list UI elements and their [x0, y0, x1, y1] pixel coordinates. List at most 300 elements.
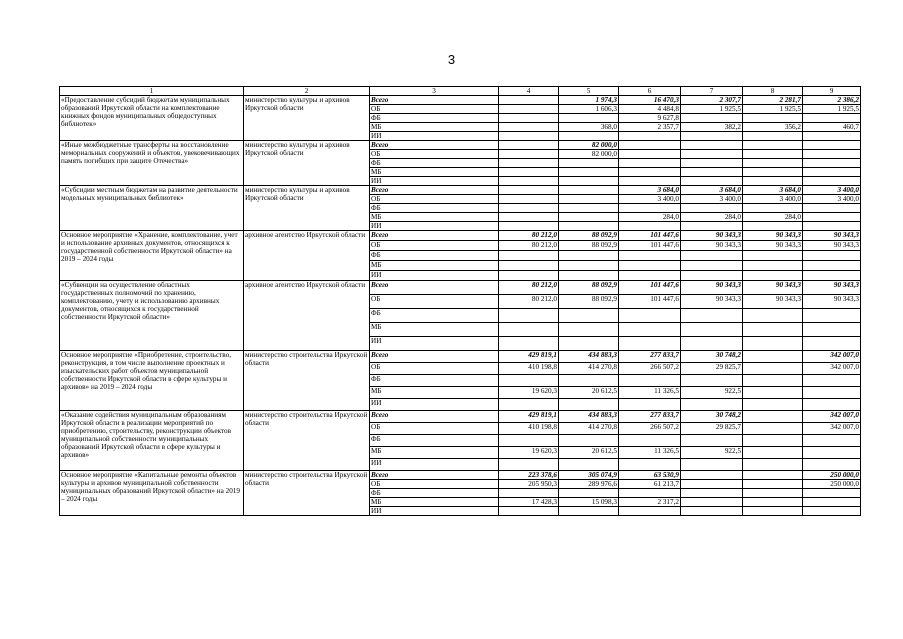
funding-source: Всего: [370, 96, 499, 105]
amount-cell: [559, 251, 619, 261]
amount-cell: [619, 204, 681, 213]
amount-cell: 61 213,7: [619, 480, 681, 489]
funding-source: ИИ: [370, 177, 499, 186]
header-cell: 6: [619, 87, 681, 96]
amount-cell: 410 198,8: [499, 363, 559, 375]
amount-cell: 90 343,3: [681, 295, 743, 309]
funding-source: ИИ: [370, 271, 499, 281]
amount-cell: 289 976,6: [559, 480, 619, 489]
amount-cell: 30 748,2: [681, 351, 743, 363]
amount-cell: [499, 337, 559, 351]
amount-cell: [499, 105, 559, 114]
amount-cell: [559, 459, 619, 471]
amount-cell: [559, 375, 619, 387]
executor: архивное агентство Иркутской области: [244, 231, 370, 281]
funding-source: Всего: [370, 281, 499, 295]
amount-cell: 2 307,7: [681, 96, 743, 105]
amount-cell: [743, 399, 803, 411]
amount-cell: [559, 261, 619, 271]
header-cell: 8: [743, 87, 803, 96]
amount-cell: 80 212,0: [499, 281, 559, 295]
table-row: [60, 281, 861, 295]
amount-cell: 434 883,3: [559, 351, 619, 363]
activity-description: «Иные межбюджетные трансферты на восстановление мемориальных сооружений и объектов, увековечивающих память погибших при защите Отечества»: [60, 141, 244, 186]
amount-cell: 3 400,0: [619, 195, 681, 204]
amount-cell: [499, 309, 559, 323]
funding-source: ИИ: [370, 507, 499, 516]
amount-cell: [499, 96, 559, 105]
amount-cell: [619, 337, 681, 351]
amount-cell: [499, 375, 559, 387]
amount-cell: [681, 222, 743, 231]
amount-cell: 17 428,3: [499, 498, 559, 507]
executor: министерство строительства Иркутской области: [244, 411, 370, 471]
amount-cell: 342 007,0: [803, 363, 861, 375]
executor: министерство культуры и архивов Иркутской области: [244, 186, 370, 231]
amount-cell: [619, 459, 681, 471]
amount-cell: [743, 363, 803, 375]
amount-cell: [743, 480, 803, 489]
table-row: [60, 351, 861, 363]
amount-cell: 90 343,3: [681, 231, 743, 241]
amount-cell: 342 007,0: [803, 411, 861, 423]
table-row: [60, 141, 861, 150]
amount-cell: 368,0: [559, 123, 619, 132]
amount-cell: [743, 411, 803, 423]
amount-cell: [681, 141, 743, 150]
amount-cell: [743, 498, 803, 507]
amount-cell: [681, 471, 743, 480]
amount-cell: 80 212,0: [499, 231, 559, 241]
amount-cell: [743, 141, 803, 150]
amount-cell: [681, 489, 743, 498]
table-row: [60, 471, 861, 480]
amount-cell: [803, 150, 861, 159]
amount-cell: [559, 271, 619, 281]
amount-cell: [743, 132, 803, 141]
amount-cell: 11 326,5: [619, 447, 681, 459]
amount-cell: [803, 261, 861, 271]
funding-source: ФБ: [370, 114, 499, 123]
amount-cell: 16 470,3: [619, 96, 681, 105]
amount-cell: [803, 387, 861, 399]
amount-cell: 19 620,3: [499, 387, 559, 399]
amount-cell: [681, 114, 743, 123]
amount-cell: 88 092,9: [559, 281, 619, 295]
amount-cell: [803, 177, 861, 186]
amount-cell: [803, 204, 861, 213]
amount-cell: [743, 222, 803, 231]
amount-cell: [499, 435, 559, 447]
amount-cell: [803, 459, 861, 471]
amount-cell: 429 819,1: [499, 351, 559, 363]
amount-cell: 63 530,9: [619, 471, 681, 480]
amount-cell: 250 000,0: [803, 480, 861, 489]
funding-source: МБ: [370, 123, 499, 132]
amount-cell: [681, 271, 743, 281]
amount-cell: [619, 323, 681, 337]
amount-cell: [743, 323, 803, 337]
amount-cell: [803, 141, 861, 150]
amount-cell: [499, 168, 559, 177]
funding-source: ОБ: [370, 105, 499, 114]
amount-cell: [681, 435, 743, 447]
amount-cell: [619, 251, 681, 261]
amount-cell: [499, 114, 559, 123]
table-row: [60, 96, 861, 105]
amount-cell: 90 343,3: [803, 295, 861, 309]
amount-cell: [681, 309, 743, 323]
header-cell: 9: [803, 87, 861, 96]
amount-cell: 342 007,0: [803, 423, 861, 435]
activity-description: Основное мероприятие «Приобретение, строительство, реконструкция, в том числе выполнение проектных и изыскательских работ объектов муниципальной собственности Иркутской области в сфере культуры и архивов» на 2019 – 2024 годы: [60, 351, 244, 411]
amount-cell: [619, 222, 681, 231]
amount-cell: [559, 159, 619, 168]
amount-cell: 205 950,3: [499, 480, 559, 489]
amount-cell: [803, 489, 861, 498]
amount-cell: 90 343,3: [681, 281, 743, 295]
amount-cell: [743, 251, 803, 261]
amount-cell: [681, 507, 743, 516]
amount-cell: [559, 489, 619, 498]
amount-cell: [803, 447, 861, 459]
amount-cell: 3 684,0: [681, 186, 743, 195]
header-cell: 1: [60, 87, 244, 96]
funding-source: ФБ: [370, 204, 499, 213]
funding-source: Всего: [370, 186, 499, 195]
amount-cell: [803, 498, 861, 507]
amount-cell: [499, 123, 559, 132]
amount-cell: [499, 159, 559, 168]
amount-cell: [743, 271, 803, 281]
amount-cell: 266 507,2: [619, 363, 681, 375]
amount-cell: [681, 168, 743, 177]
amount-cell: 82 000,0: [559, 150, 619, 159]
amount-cell: 460,7: [803, 123, 861, 132]
amount-cell: [499, 489, 559, 498]
amount-cell: [619, 375, 681, 387]
amount-cell: [743, 309, 803, 323]
amount-cell: [499, 195, 559, 204]
amount-cell: 277 833,7: [619, 411, 681, 423]
amount-cell: 88 092,9: [559, 295, 619, 309]
funding-source: ИИ: [370, 399, 499, 411]
amount-cell: [499, 507, 559, 516]
amount-cell: 3 684,0: [743, 186, 803, 195]
amount-cell: 90 343,3: [681, 241, 743, 251]
amount-cell: 90 343,3: [743, 241, 803, 251]
amount-cell: [499, 399, 559, 411]
page-number: 3: [447, 52, 456, 67]
executor: министерство культуры и архивов Иркутской области: [244, 96, 370, 141]
amount-cell: [619, 489, 681, 498]
amount-cell: [743, 159, 803, 168]
amount-cell: [743, 459, 803, 471]
amount-cell: [803, 251, 861, 261]
funding-source: Всего: [370, 231, 499, 241]
amount-cell: [499, 141, 559, 150]
amount-cell: [559, 195, 619, 204]
amount-cell: [559, 323, 619, 337]
amount-cell: [743, 337, 803, 351]
amount-cell: 90 343,3: [803, 281, 861, 295]
amount-cell: [803, 507, 861, 516]
amount-cell: 4 484,8: [619, 105, 681, 114]
header-cell: 7: [681, 87, 743, 96]
amount-cell: [681, 323, 743, 337]
amount-cell: [743, 351, 803, 363]
funding-source: ОБ: [370, 363, 499, 375]
amount-cell: 429 819,1: [499, 411, 559, 423]
funding-source: ОБ: [370, 423, 499, 435]
funding-source: ФБ: [370, 489, 499, 498]
amount-cell: 29 825,7: [681, 423, 743, 435]
amount-cell: [681, 399, 743, 411]
amount-cell: [499, 177, 559, 186]
amount-cell: 1 925,5: [803, 105, 861, 114]
amount-cell: [559, 337, 619, 351]
amount-cell: 11 326,5: [619, 387, 681, 399]
amount-cell: [559, 309, 619, 323]
amount-cell: [743, 507, 803, 516]
amount-cell: 90 343,3: [743, 295, 803, 309]
amount-cell: [743, 435, 803, 447]
amount-cell: [619, 399, 681, 411]
amount-cell: 2 281,7: [743, 96, 803, 105]
amount-cell: [803, 337, 861, 351]
amount-cell: [681, 337, 743, 351]
amount-cell: [619, 309, 681, 323]
amount-cell: [681, 204, 743, 213]
table-row: [60, 411, 861, 423]
amount-cell: 414 270,8: [559, 423, 619, 435]
amount-cell: [743, 150, 803, 159]
amount-cell: [499, 271, 559, 281]
amount-cell: 101 447,6: [619, 281, 681, 295]
amount-cell: 1 925,5: [681, 105, 743, 114]
amount-cell: 3 400,0: [803, 186, 861, 195]
amount-cell: 101 447,6: [619, 231, 681, 241]
executor: министерство строительства Иркутской области: [244, 351, 370, 411]
amount-cell: 90 343,3: [803, 231, 861, 241]
funding-source: МБ: [370, 168, 499, 177]
amount-cell: 80 212,0: [499, 241, 559, 251]
amount-cell: 382,2: [681, 123, 743, 132]
activity-description: «Оказание содействия муниципальным образованиям Иркутской области в реализации мероприятий по приобретению, строительству, реконструкции объектов муниципальной собственности муниципальных образований Иркутской области в сфере культуры и архивов»: [60, 411, 244, 471]
amount-cell: [559, 114, 619, 123]
amount-cell: 2 357,7: [619, 123, 681, 132]
amount-cell: [619, 507, 681, 516]
amount-cell: 414 270,8: [559, 363, 619, 375]
amount-cell: [803, 222, 861, 231]
amount-cell: 284,0: [681, 213, 743, 222]
amount-cell: [681, 132, 743, 141]
table-row: [60, 231, 861, 241]
table-row: [60, 186, 861, 195]
amount-cell: [743, 168, 803, 177]
funding-source: МБ: [370, 498, 499, 507]
amount-cell: [499, 323, 559, 337]
amount-cell: 922,5: [681, 447, 743, 459]
amount-cell: 1 974,3: [559, 96, 619, 105]
amount-cell: 20 612,5: [559, 387, 619, 399]
amount-cell: [803, 114, 861, 123]
amount-cell: 284,0: [743, 213, 803, 222]
amount-cell: 88 092,9: [559, 231, 619, 241]
activity-description: «Субсидии местным бюджетам на развитие деятельности модельных муниципальных библиотек»: [60, 186, 244, 231]
amount-cell: 266 507,2: [619, 423, 681, 435]
amount-cell: [559, 186, 619, 195]
funding-source: ИИ: [370, 132, 499, 141]
executor: министерство культуры и архивов Иркутской области: [244, 141, 370, 186]
amount-cell: 3 400,0: [681, 195, 743, 204]
amount-cell: 9 627,8: [619, 114, 681, 123]
funding-source: ФБ: [370, 159, 499, 168]
amount-cell: 342 007,0: [803, 351, 861, 363]
funding-source: ФБ: [370, 309, 499, 323]
amount-cell: 1 606,3: [559, 105, 619, 114]
funding-source: Всего: [370, 141, 499, 150]
amount-cell: [681, 177, 743, 186]
funding-source: МБ: [370, 323, 499, 337]
amount-cell: [499, 213, 559, 222]
amount-cell: [619, 271, 681, 281]
header-row: [60, 87, 861, 96]
amount-cell: [559, 213, 619, 222]
amount-cell: [681, 375, 743, 387]
executor: архивное агентство Иркутской области: [244, 281, 370, 351]
funding-source: ОБ: [370, 241, 499, 251]
funding-source: Всего: [370, 471, 499, 480]
executor: министерство строительства Иркутской области: [244, 471, 370, 516]
amount-cell: [743, 489, 803, 498]
amount-cell: [499, 261, 559, 271]
funding-source: ИИ: [370, 459, 499, 471]
amount-cell: 1 925,5: [743, 105, 803, 114]
funding-source: ОБ: [370, 195, 499, 204]
amount-cell: [619, 168, 681, 177]
activity-description: «Субвенции на осуществление областных государственных полномочий по хранению, комплектованию, учету и использованию архивных документов, относящихся к государственной собственности Иркутской области»: [60, 281, 244, 351]
amount-cell: [681, 150, 743, 159]
amount-cell: 434 883,3: [559, 411, 619, 423]
amount-cell: [559, 399, 619, 411]
funding-source: ИИ: [370, 222, 499, 231]
amount-cell: [681, 480, 743, 489]
amount-cell: 82 000,0: [559, 141, 619, 150]
amount-cell: [803, 159, 861, 168]
amount-cell: 2 386,2: [803, 96, 861, 105]
amount-cell: 90 343,3: [743, 281, 803, 295]
amount-cell: 922,5: [681, 387, 743, 399]
amount-cell: [803, 213, 861, 222]
amount-cell: [743, 387, 803, 399]
amount-cell: [803, 399, 861, 411]
amount-cell: 80 212,0: [499, 295, 559, 309]
funding-source: ИИ: [370, 337, 499, 351]
amount-cell: 223 378,6: [499, 471, 559, 480]
amount-cell: [681, 261, 743, 271]
header-cell: 2: [244, 87, 370, 96]
activity-description: «Предоставление субсидий бюджетам муниципальных образований Иркутской области на комплектование книжных фондов муниципальных общедоступных библиотек»: [60, 96, 244, 141]
budget-table: [59, 86, 861, 516]
amount-cell: [681, 498, 743, 507]
amount-cell: [743, 261, 803, 271]
funding-source: МБ: [370, 447, 499, 459]
amount-cell: 356,2: [743, 123, 803, 132]
funding-source: ФБ: [370, 435, 499, 447]
funding-source: ФБ: [370, 375, 499, 387]
amount-cell: 284,0: [619, 213, 681, 222]
amount-cell: [743, 204, 803, 213]
amount-cell: [499, 251, 559, 261]
amount-cell: 3 684,0: [619, 186, 681, 195]
amount-cell: [681, 459, 743, 471]
amount-cell: [803, 435, 861, 447]
funding-source: ФБ: [370, 251, 499, 261]
amount-cell: [803, 132, 861, 141]
amount-cell: 2 317,2: [619, 498, 681, 507]
funding-source: МБ: [370, 261, 499, 271]
amount-cell: [619, 150, 681, 159]
funding-source: Всего: [370, 411, 499, 423]
amount-cell: [619, 141, 681, 150]
amount-cell: [619, 177, 681, 186]
amount-cell: 250 000,0: [803, 471, 861, 480]
amount-cell: [499, 132, 559, 141]
funding-source: ОБ: [370, 150, 499, 159]
amount-cell: [743, 447, 803, 459]
amount-cell: [499, 204, 559, 213]
amount-cell: 29 825,7: [681, 363, 743, 375]
header-cell: 5: [559, 87, 619, 96]
amount-cell: 305 074,9: [559, 471, 619, 480]
amount-cell: [559, 204, 619, 213]
funding-source: ОБ: [370, 295, 499, 309]
amount-cell: 3 400,0: [743, 195, 803, 204]
amount-cell: [681, 159, 743, 168]
amount-cell: [499, 222, 559, 231]
amount-cell: 101 447,6: [619, 295, 681, 309]
amount-cell: [803, 375, 861, 387]
amount-cell: [619, 435, 681, 447]
amount-cell: [559, 507, 619, 516]
amount-cell: [559, 132, 619, 141]
amount-cell: [559, 435, 619, 447]
amount-cell: 277 833,7: [619, 351, 681, 363]
amount-cell: 90 343,3: [743, 231, 803, 241]
amount-cell: [499, 150, 559, 159]
activity-description: Основное мероприятие «Хранение, комплектование, учет и использование архивных документов, относящихся к государственной собственности Иркутской области» на 2019 – 2024 годы: [60, 231, 244, 281]
amount-cell: [743, 471, 803, 480]
amount-cell: [559, 222, 619, 231]
amount-cell: [743, 423, 803, 435]
amount-cell: 15 098,3: [559, 498, 619, 507]
amount-cell: [559, 168, 619, 177]
header-cell: 4: [499, 87, 559, 96]
funding-source: МБ: [370, 213, 499, 222]
header-cell: 3: [370, 87, 499, 96]
funding-source: МБ: [370, 387, 499, 399]
amount-cell: [743, 177, 803, 186]
amount-cell: 20 612,5: [559, 447, 619, 459]
funding-source: ОБ: [370, 480, 499, 489]
amount-cell: [803, 168, 861, 177]
amount-cell: [499, 459, 559, 471]
amount-cell: [619, 261, 681, 271]
amount-cell: [803, 271, 861, 281]
amount-cell: [743, 114, 803, 123]
amount-cell: 88 092,9: [559, 241, 619, 251]
